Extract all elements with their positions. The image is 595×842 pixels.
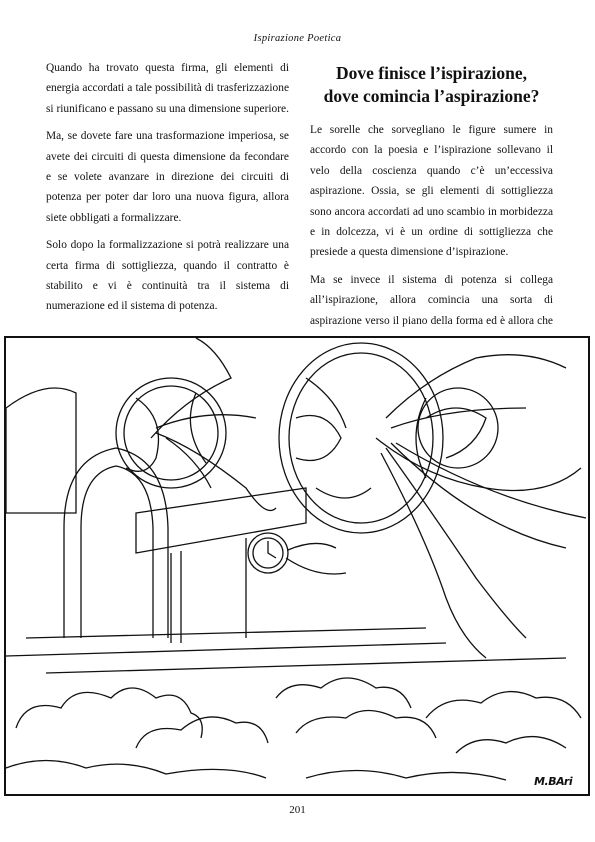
horizon-lines [6, 628, 566, 673]
left-paragraph-3: Solo dopo la formalizzazione si potrà realizzare una certa firma di sottigliezza, quando il contratto è stabilito e vi è continuità tra il sistema di numerazione ed il sistema di potenza. [46, 239, 289, 313]
small-clock-disc [248, 533, 346, 574]
right-paragraph-1: Le sorelle che sorvegliano le figure sumere in accordo con la poesia e l’ispirazione sollevano il velo della coscienza quando c’è un’eccessiva aspirazione. Ossia, se gli elementi di sottigliezza sono ancora accordati ad uno scambio in morbidezza e in dolcezza, vi è un ordine di sottigliezza che presiede a questa dimensione d’ispirazione. [310, 124, 553, 259]
right-paragraph-2: Ma se invece il sistema di potenza si collega all’ispirazione, allora comincia una sorta di aspirazione verso il piano della forma ed è allora che [310, 273, 553, 327]
section-heading [310, 62, 553, 108]
clouds [6, 678, 581, 780]
right-wing-disc [279, 343, 586, 658]
left-paragraph-1: Quando ha trovato questa firma, gli elementi di energia accordati a tale possibilità di trasferizzazione si riunificano e passano su una dimensione superiore. [46, 62, 289, 115]
fairies-illustration [6, 338, 588, 794]
section-heading-line-2: dove comincia l’aspirazione? [323, 86, 540, 106]
page-number: 201 [289, 804, 306, 816]
running-title: Ispirazione Poetica [253, 33, 342, 44]
left-wing-disc [116, 338, 276, 511]
section-heading-line-1: Dove finisce l’ispirazione, [335, 63, 527, 83]
left-text-column [46, 58, 289, 324]
artist-signature: M.BAri [532, 775, 574, 788]
arch-structure [6, 388, 306, 643]
right-text-column [310, 58, 553, 379]
illustration-frame [4, 336, 590, 796]
left-paragraph-2: Ma, se dovete fare una trasformazione imperiosa, se avete dei circuiti di questa dimensione da fecondare e se volete avanzare in direzione dei circuiti di potenza per poter dar loro una nuova figura, allora siete obbligati a formalizzare. [46, 130, 289, 224]
